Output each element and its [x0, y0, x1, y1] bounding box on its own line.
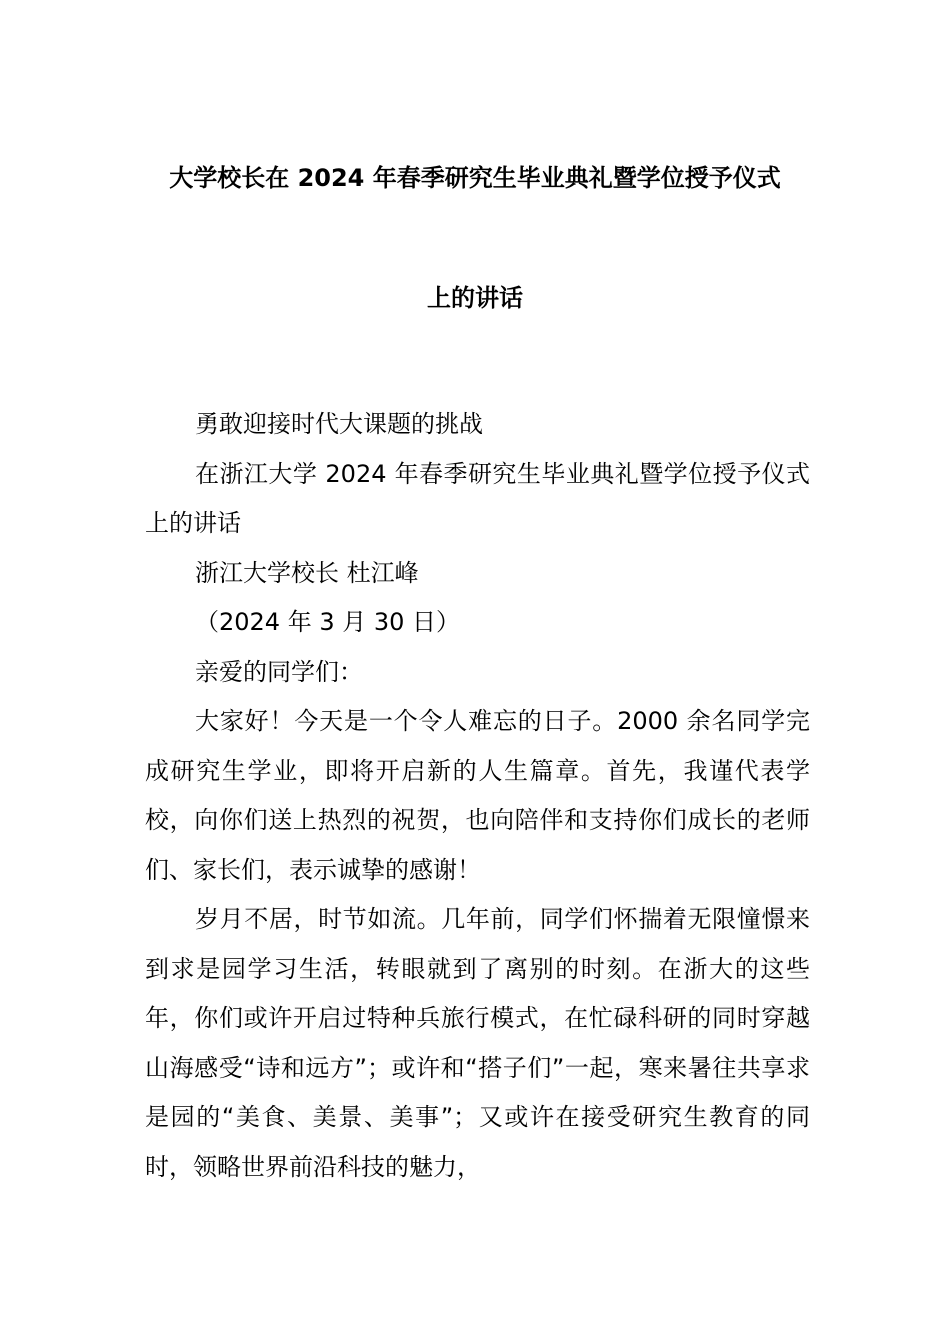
document-body	[145, 400, 810, 1192]
body-paragraph: 岁月不居，时节如流。几年前，同学们怀揣着无限憧憬来到求是园学习生活，转眼就到了离别的时刻。在浙大的这些年，你们或许开启过特种兵旅行模式，在忙碌科研的同时穿越山海感受“诗和远方”；或许和“搭子们”一起，寒来暑往共享求是园的“美食、美景、美事”；又或许在接受研究生教育的同时，领略世界前沿科技的魅力，	[145, 905, 810, 1181]
salutation: 亲爱的同学们：	[195, 657, 363, 686]
document-title-line-2: 上的讲话	[427, 284, 523, 312]
speaker-line: 浙江大学校长 杜江峰	[195, 558, 419, 587]
speech-occasion: 在浙江大学 2024 年春季研究生毕业典礼暨学位授予仪式上的讲话	[145, 459, 810, 537]
speech-subtitle: 勇敢迎接时代大课题的挑战	[195, 410, 483, 438]
document-title-line-1: 大学校长在 2024 年春季研究生毕业典礼暨学位授予仪式	[169, 164, 781, 192]
speech-date: （2024 年 3 月 30 日）	[195, 608, 461, 636]
body-paragraph: 大家好！今天是一个令人难忘的日子。2000 余名同学完成研究生学业，即将开启新的人生篇章。首先，我谨代表学校，向你们送上热烈的祝贺，也向陪伴和支持你们成长的老师们、家长们，表示诚挚的感谢！	[145, 707, 810, 884]
